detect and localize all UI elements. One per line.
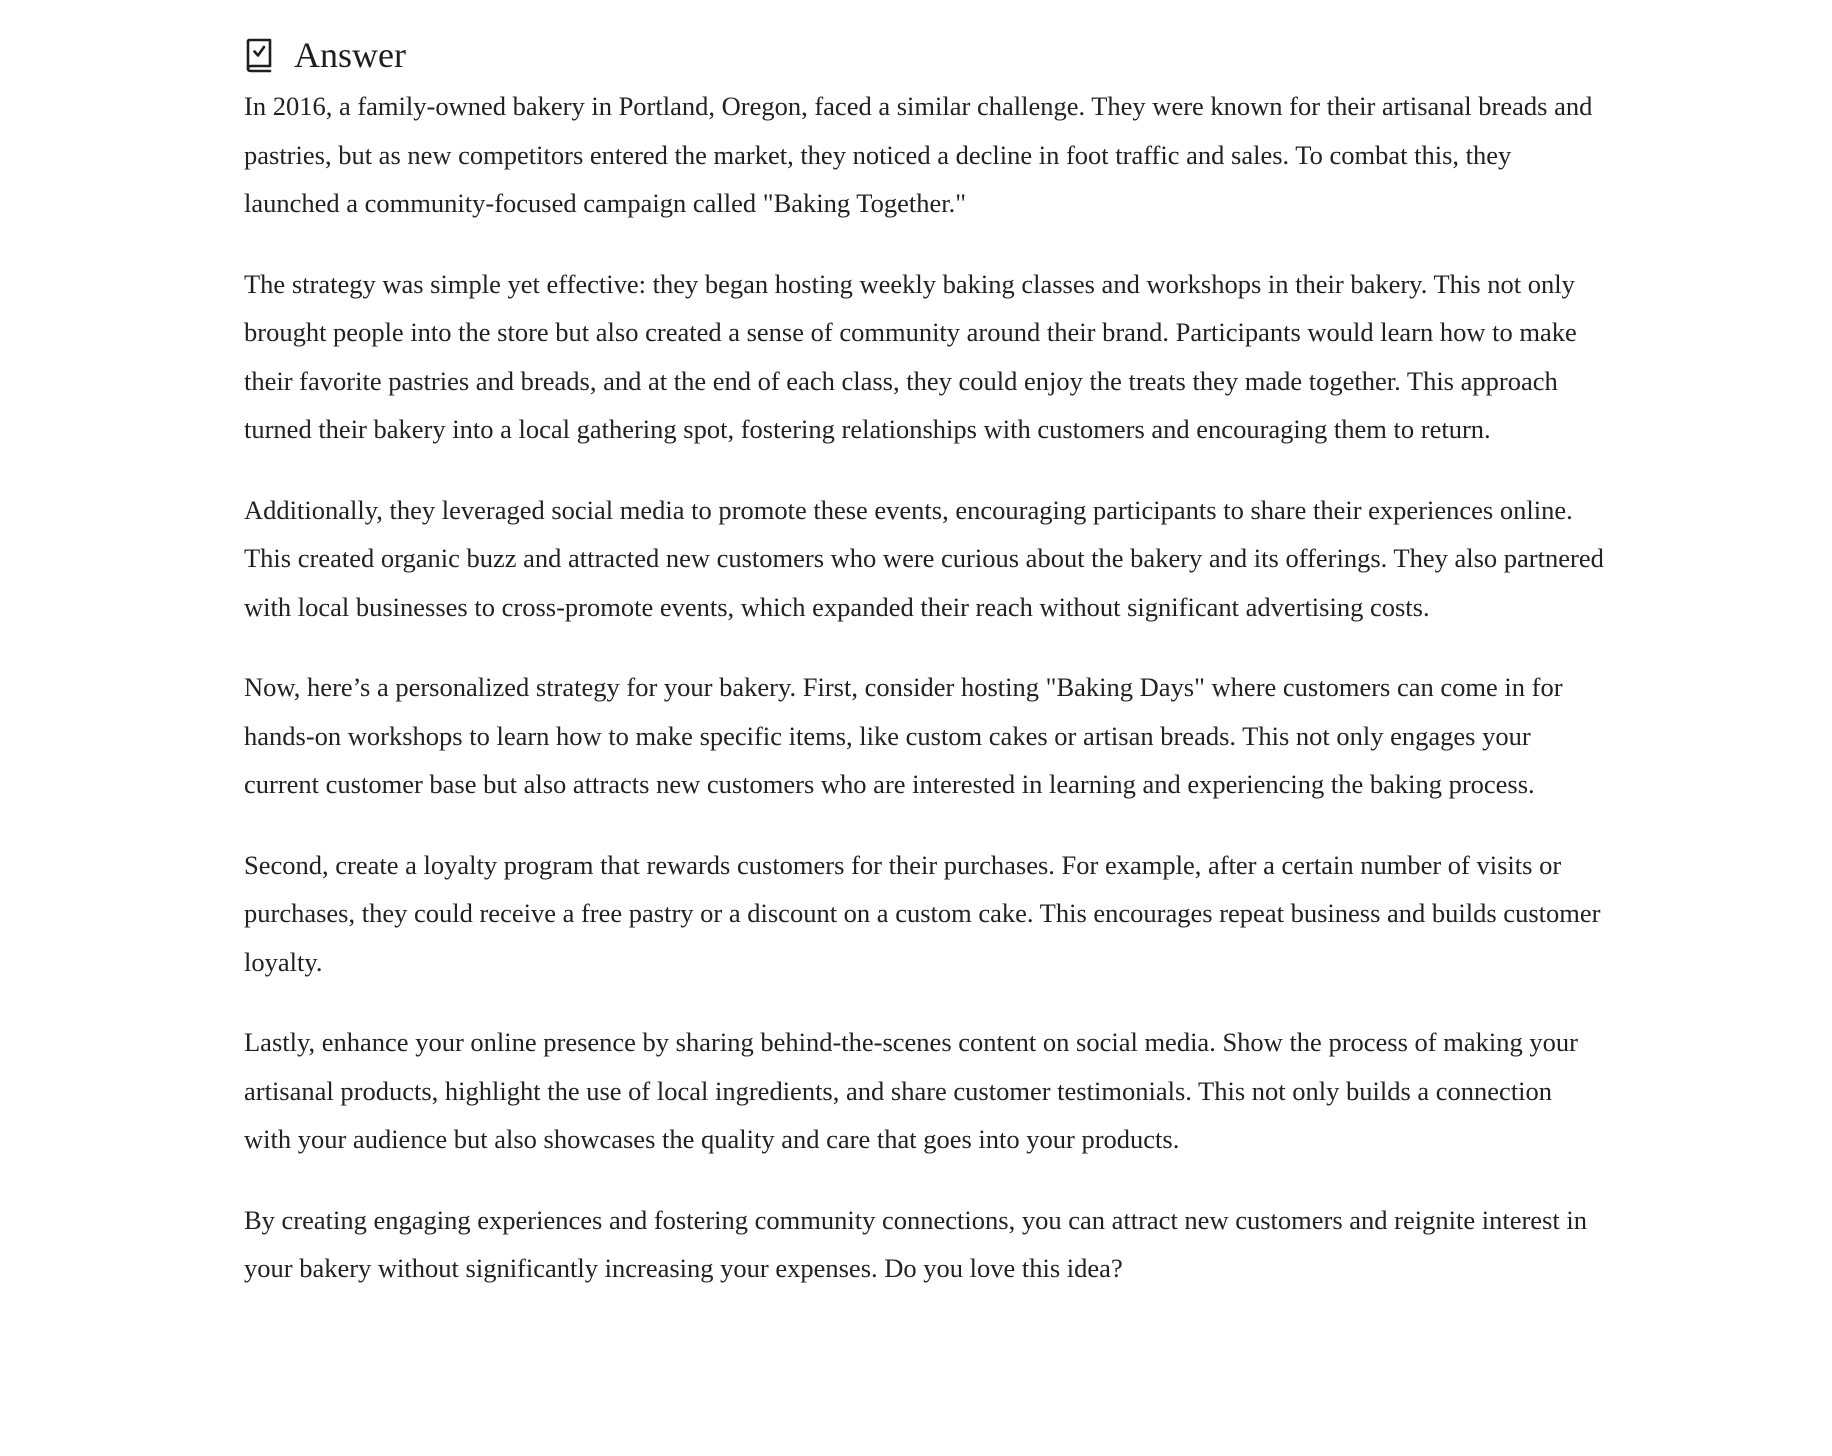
answer-paragraph: In 2016, a family-owned bakery in Portland, Oregon, faced a similar challenge. They were known for their artisanal breads and pastries, but as new competitors entered the market, they noticed a decline in foot traffic and sales. To combat this, they launched a community-focused campaign called "Baking Together.": [244, 91, 1593, 218]
answer-paragraph: Second, create a loyalty program that rewards customers for their purchases. For example, after a certain number of visits or purchases, they could receive a free pastry or a discount on a custom cake. This encourages repeat business and builds customer loyalty.: [244, 849, 1601, 977]
answer-paragraph: Lastly, enhance your online presence by sharing behind-the-scenes content on social media. Show the process of making your artisanal products, highlight the use of local ingredients, and share customer testimonials. This not only builds a connection with your audience but also showcases the quality and care that goes into your products.: [244, 1027, 1578, 1154]
answer-paragraph: The strategy was simple yet effective: they began hosting weekly baking classes and workshops in their bakery. This not only brought people into the store but also created a sense of community around their brand. Participants would learn how to make their favorite pastries and breads, and at the end of each class, they could enjoy the treats they made together. This approach turned their bakery into a local gathering spot, fostering relationships with customers and encouraging them to return.: [244, 268, 1577, 444]
answer-header: [244, 34, 1604, 76]
answer-title: Answer: [294, 35, 406, 75]
answer-body: [244, 82, 1604, 1293]
answer-paragraph: Additionally, they leveraged social media to promote these events, encouraging participants to share their experiences online. This created organic buzz and attracted new customers who were curious about the bakery and its offerings. They also partnered with local businesses to cross-promote events, which expanded their reach without significant advertising costs.: [244, 494, 1604, 622]
checklist-book-icon: [244, 37, 274, 73]
answer-section: [244, 34, 1604, 1293]
answer-paragraph: By creating engaging experiences and fostering community connections, you can attract new customers and reignite interest in your bakery without significantly increasing your expenses. Do you love this idea?: [244, 1204, 1587, 1283]
answer-paragraph: Now, here’s a personalized strategy for your bakery. First, consider hosting "Baking Days" where customers can come in for hands-on workshops to learn how to make specific items, like custom cakes or artisan breads. This not only engages your current customer base but also attracts new customers who are interested in learning and experiencing the baking process.: [244, 672, 1563, 799]
